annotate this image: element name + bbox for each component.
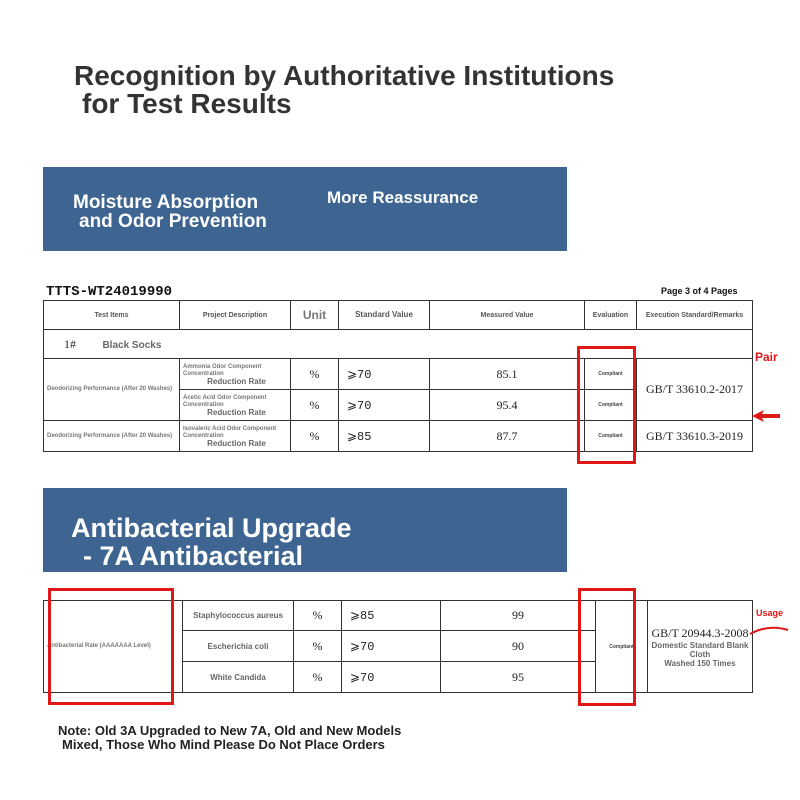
report-number: TTTS-WT24019990 [46,284,173,300]
project-description-cell [180,421,291,452]
standard-remark: Domestic Standard Blank Cloth [651,640,749,659]
execution-standard-1: GB/T 33610.2-2017 [637,359,753,421]
side-mark-usage: Usage [756,608,784,618]
header-test-items: Test Items [44,301,180,330]
organism-cell: White Candida [183,662,294,693]
project-description-cell [180,359,291,390]
deodorizing-group-1: Deodorizing Performance (After 20 Washes) [44,359,180,421]
moisture-banner-line-2: and Odor Prevention [79,211,267,232]
note-line-1: Note: Old 3A Upgraded to New 7A, Old and New Models [58,723,402,738]
standard-cell: ⩾85 [339,421,430,452]
organism-cell: Staphylococcus aureus [183,601,294,631]
sample-cell [44,330,753,359]
title-line-1: Recognition by Authoritative Institutions [74,60,615,91]
red-curve-icon [748,616,798,640]
measured-cell: 90 [441,631,596,662]
antibacterial-banner-line-1: Antibacterial Upgrade [71,513,352,543]
unit-cell: % [291,421,339,452]
project-description: Ammonia Odor Component Concentration [183,363,262,377]
standard-cell: ⩾70 [339,359,430,390]
unit-cell: % [294,631,342,662]
header-standard-value: Standard Value [339,301,430,330]
upgrade-note [58,724,401,752]
moisture-banner-heading [73,193,267,231]
organism-cell: Escherichia coli [183,631,294,662]
project-sub-label: Reduction Rate [207,376,266,386]
standard-cell: ⩾85 [342,601,441,631]
project-description: Acetic Acid Odor Component Concentration [183,394,267,408]
header-measured-value: Measured Value [430,301,585,330]
standard-cell: ⩾70 [342,631,441,662]
highlight-box-evaluation-2 [578,588,636,706]
measured-cell: 85.1 [430,359,585,390]
project-sub-label: Reduction Rate [207,438,266,448]
table-row [44,359,753,390]
sample-number: 1# [64,337,76,351]
antibacterial-banner [43,488,567,572]
sample-row [44,330,753,359]
page-indicator: Page 3 of 4 Pages [661,286,738,296]
side-mark-pair: Pair [755,350,778,364]
header-execution-standard: Execution Standard/Remarks [637,301,753,330]
measured-cell: 87.7 [430,421,585,452]
execution-standard-3: GB/T 20944.3-2008 [651,625,749,640]
moisture-banner [43,167,567,251]
highlight-box-evaluation-1 [577,346,636,464]
evaluation-cell: Compliant [585,421,637,452]
header-unit: Unit [291,301,339,330]
page-title [74,62,614,118]
antibacterial-banner-heading [71,514,352,570]
note-line-2: Mixed, Those Who Mind Please Do Not Place Orders [62,737,385,752]
evaluation-cell: Compliant [596,601,648,693]
red-arrow-icon [750,400,790,440]
reassurance-text: More Reassurance [327,188,479,207]
antibacterial-banner-line-2: - 7A Antibacterial [83,541,304,571]
project-description: Isovaleric Acid Odor Component Concentration [183,425,277,439]
title-line-2: for Test Results [82,88,292,119]
highlight-box-antibacterial-rate [48,588,174,705]
unit-cell: % [294,662,342,693]
measured-cell: 99 [441,601,596,631]
project-description-cell [180,390,291,421]
antibacterial-rate-item: Antibacterial Rate (AAAAAAA Level) [44,601,183,693]
measured-cell: 95 [441,662,596,693]
deodorizing-table [43,300,753,452]
table-row [44,421,753,452]
header-evaluation: Evaluation [585,301,637,330]
washes-remark: Washed 150 Times [664,658,736,668]
header-project-description: Project Description [180,301,291,330]
project-sub-label: Reduction Rate [207,407,266,417]
evaluation-cell: Compliant [585,359,637,390]
execution-standard-2: GB/T 33610.3-2019 [637,421,753,452]
execution-standard-cell [648,601,753,693]
deodorizing-group-2: Deodorizing Performance (After 20 Washes) [44,421,180,452]
unit-cell: % [294,601,342,631]
evaluation-cell: Compliant [585,390,637,421]
unit-cell: % [291,359,339,390]
standard-cell: ⩾70 [342,662,441,693]
standard-cell: ⩾70 [339,390,430,421]
unit-cell: % [291,390,339,421]
sample-name: Black Socks [102,340,162,351]
measured-cell: 95.4 [430,390,585,421]
table-header-row [44,301,753,330]
moisture-banner-line-1: Moisture Absorption [73,192,259,213]
